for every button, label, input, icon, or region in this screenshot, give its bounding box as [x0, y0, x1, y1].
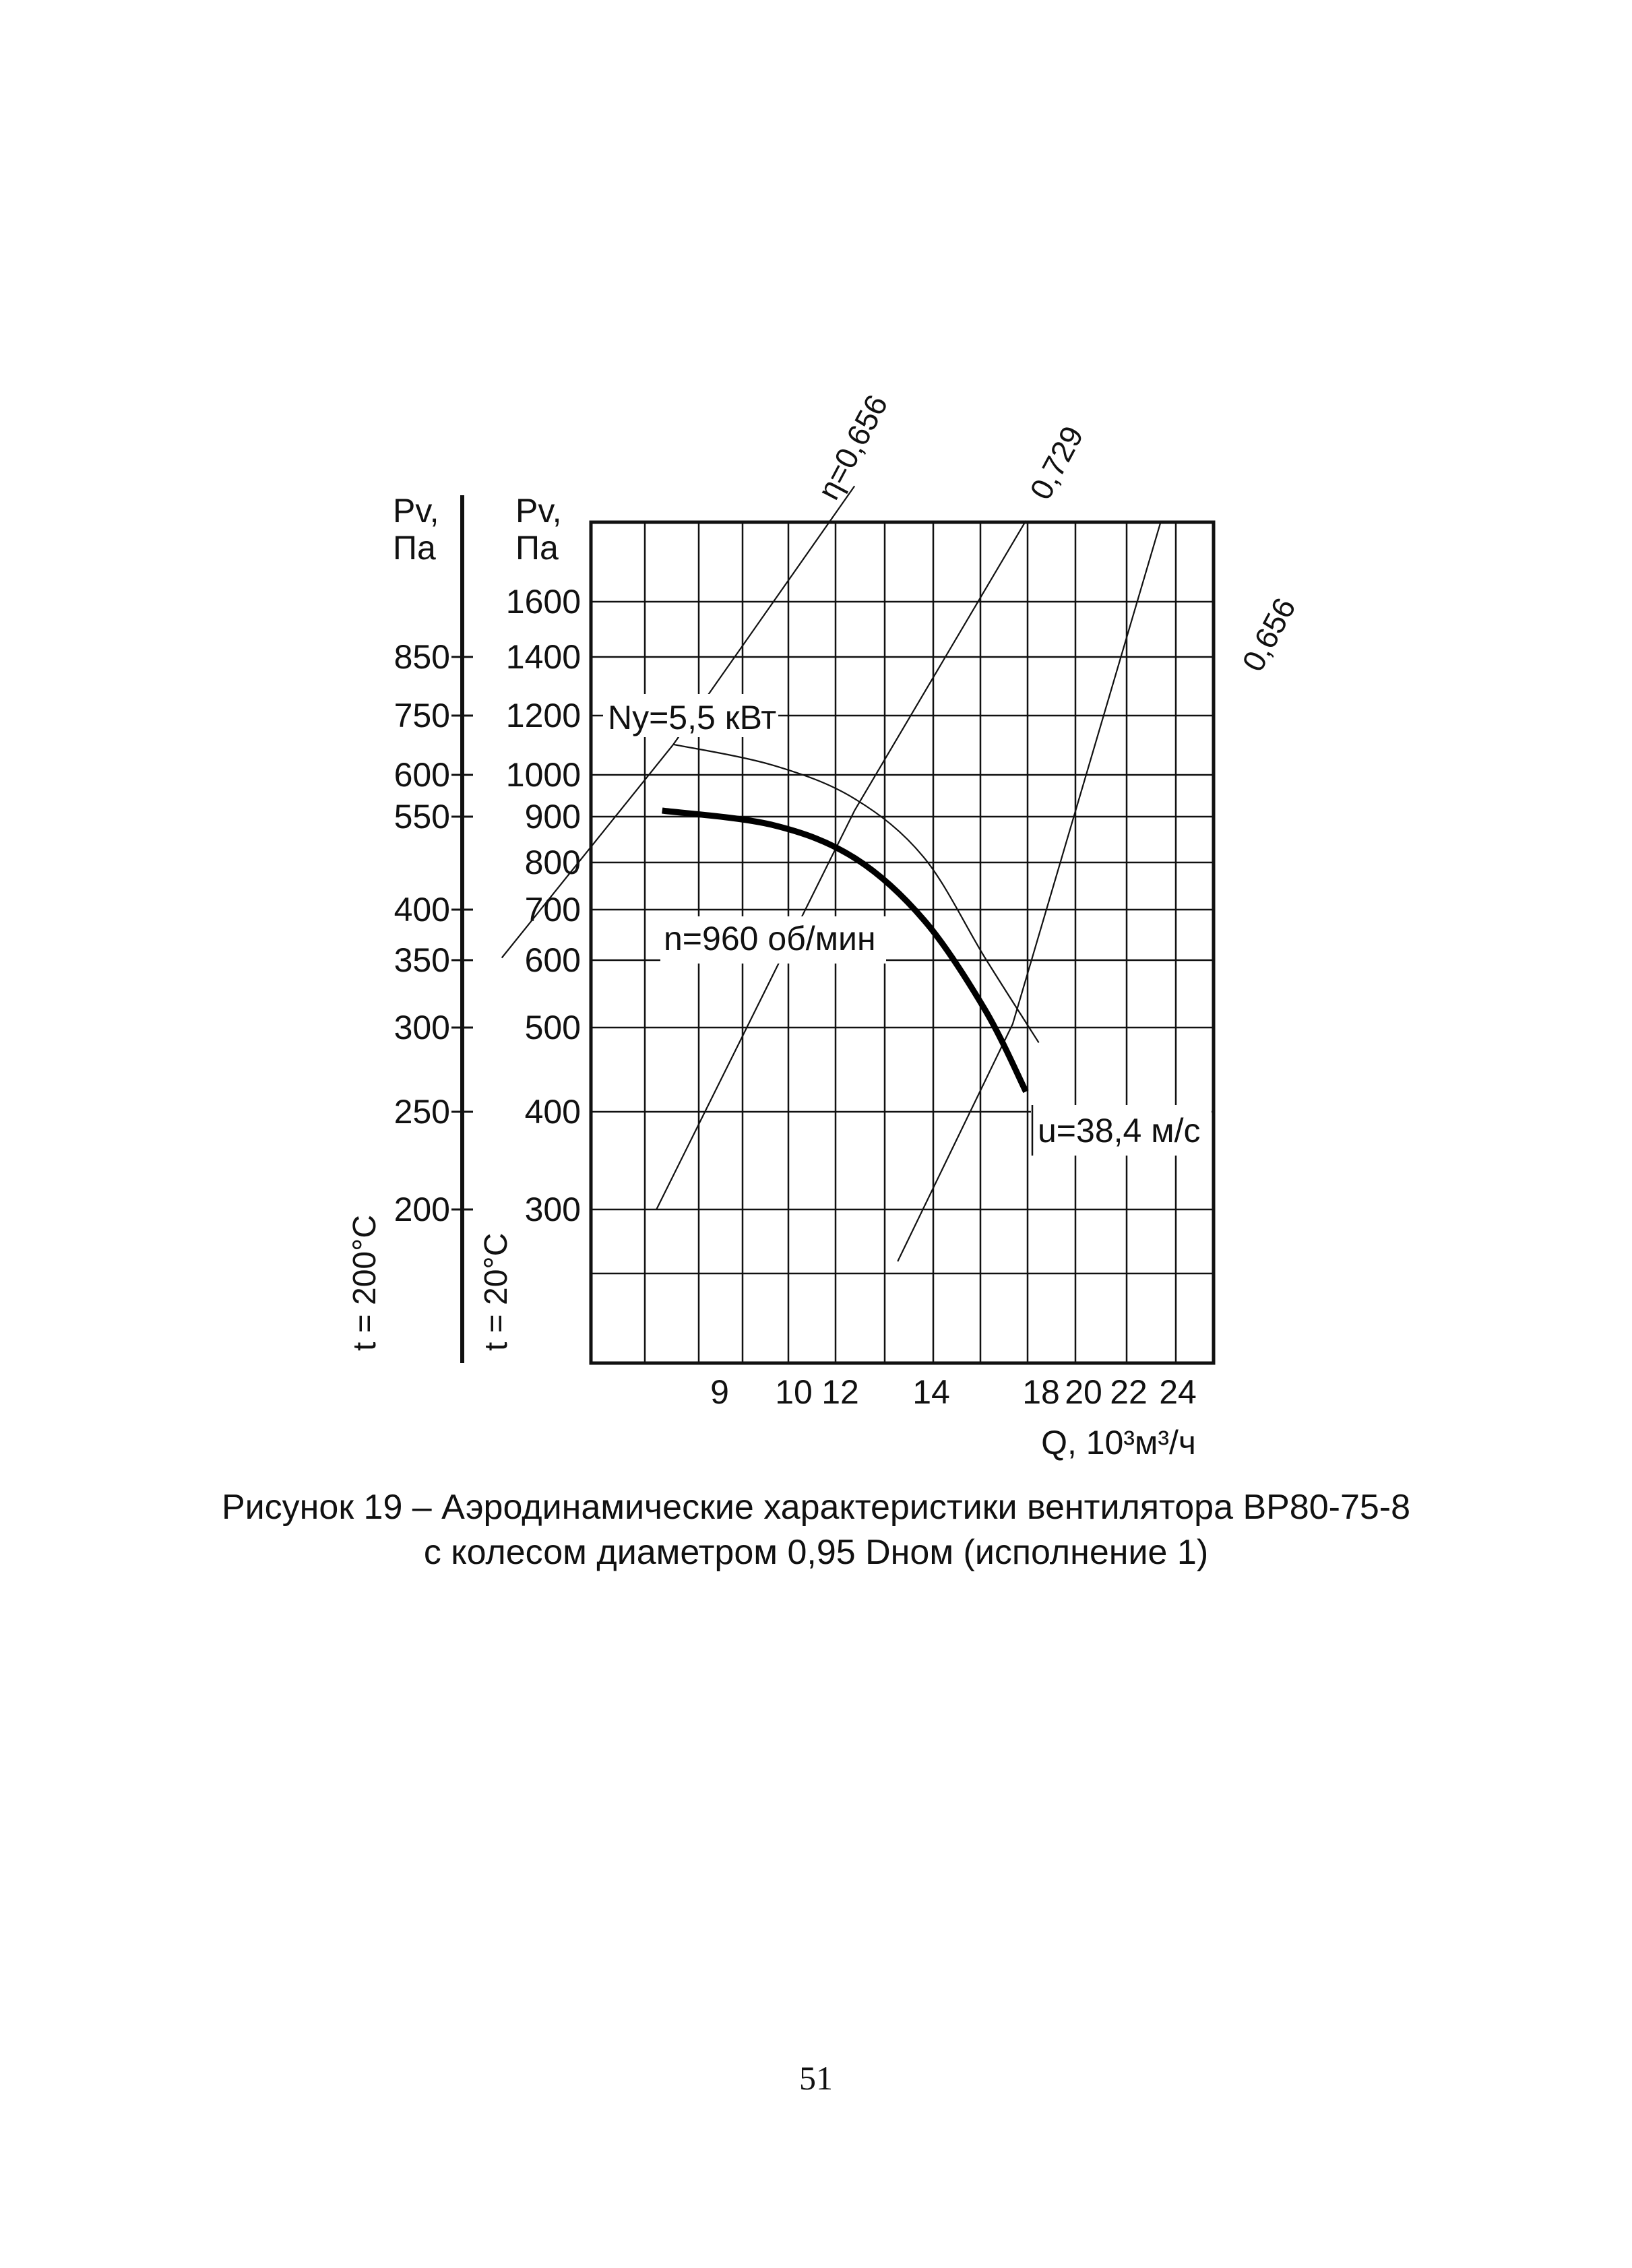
efficiency-label-2: 0,729 — [1022, 420, 1090, 505]
right-axis-tick-label: 700 — [524, 891, 581, 928]
left-axis-tick-label: 550 — [394, 798, 450, 836]
right-axis-tick-label: 1400 — [505, 638, 581, 676]
left-axis-label-line1: Pv, — [393, 492, 439, 530]
power-label: Ny=5,5 кВт — [608, 699, 777, 736]
left-axis-tick-label: 750 — [394, 697, 450, 734]
left-axis-condition: t = 200°C — [347, 1215, 383, 1351]
efficiency-label-3: 0,656 — [1234, 592, 1303, 677]
x-tick-label: 12 — [821, 1373, 859, 1411]
left-axis-tick-label: 350 — [394, 941, 450, 979]
left-axis-tick-label: 250 — [394, 1093, 450, 1131]
right-axis-tick-label: 500 — [524, 1009, 581, 1046]
efficiency-label-1: η=0,656 — [810, 389, 895, 505]
x-tick-label: 20 — [1065, 1373, 1102, 1411]
right-axis-tick-label: 800 — [524, 844, 581, 881]
right-axis-label-line2: Па — [515, 529, 559, 567]
figure-caption-line1: Рисунок 19 – Аэродинамические характеристики вентилятора ВР80-75-8 — [221, 1488, 1411, 1527]
left-axis-tick-label: 600 — [394, 756, 450, 794]
x-tick-label: 18 — [1022, 1373, 1060, 1411]
x-tick-label: 10 — [775, 1373, 813, 1411]
chart-labels — [347, 389, 1303, 1461]
x-tick-label: 9 — [710, 1373, 729, 1411]
right-axis-tick-label: 1200 — [505, 697, 581, 734]
right-axis-tick-label: 600 — [524, 941, 581, 979]
x-tick-label: 14 — [912, 1373, 950, 1411]
page-number: 51 — [799, 2059, 833, 2097]
right-axis-tick-label: 300 — [524, 1191, 581, 1228]
x-axis-label: Q, 10³м³/ч — [1041, 1424, 1196, 1461]
right-axis-tick-label: 400 — [524, 1093, 581, 1131]
chart-axes — [451, 495, 473, 1363]
x-tick-label: 24 — [1159, 1373, 1197, 1411]
power-curve — [673, 745, 1038, 1043]
right-axis-condition: t = 20°C — [478, 1232, 514, 1351]
left-axis-tick-label: 850 — [394, 638, 450, 676]
tip-speed-label: u=38,4 м/с — [1038, 1112, 1201, 1149]
right-axis-label-line1: Pv, — [515, 492, 562, 530]
speed-label: n=960 об/мин — [664, 920, 876, 957]
left-axis-tick-label: 400 — [394, 891, 450, 928]
figure-caption-line2: с колесом диаметром 0,95 Dном (исполнение 1) — [423, 1533, 1209, 1572]
left-axis-label-line2: Па — [393, 529, 436, 567]
x-tick-label: 22 — [1110, 1373, 1148, 1411]
left-axis-tick-label: 300 — [394, 1009, 450, 1046]
efficiency-line-2 — [656, 521, 1026, 1209]
right-axis-tick-label: 900 — [524, 798, 581, 836]
left-axis-tick-label: 200 — [394, 1191, 450, 1228]
right-axis-tick-label: 1600 — [505, 583, 581, 621]
right-axis-tick-label: 1000 — [505, 756, 581, 794]
